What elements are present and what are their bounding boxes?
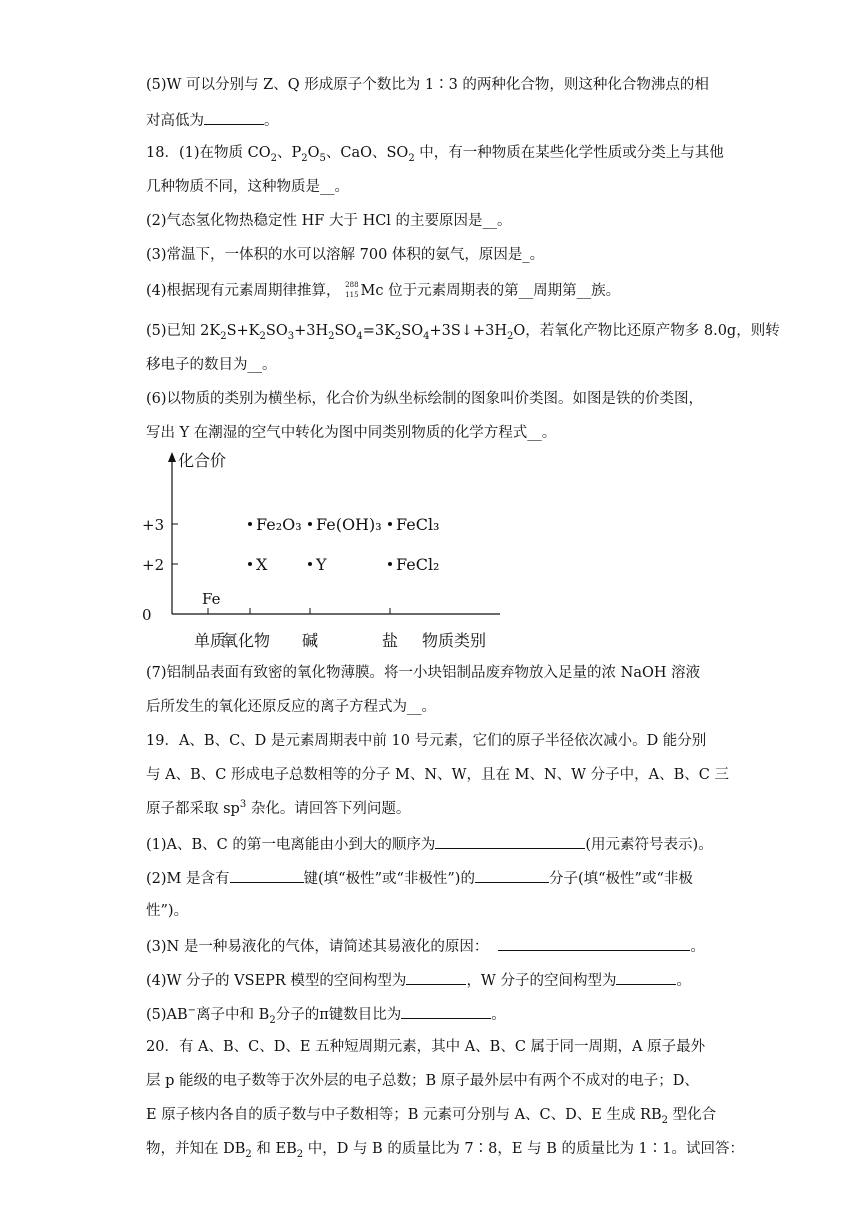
x-tick-label: 单质 <box>194 631 227 650</box>
subscript: 2 <box>394 330 402 342</box>
answer-blank[interactable] <box>616 968 676 985</box>
q19-part4 <box>146 968 726 992</box>
data-point <box>308 562 312 566</box>
text: SO <box>401 323 424 339</box>
text: 。 <box>491 1007 506 1023</box>
x-tick-label: 氧化物 <box>222 631 271 650</box>
data-point-label: FeCl₃ <box>396 515 440 534</box>
data-point <box>248 562 252 566</box>
subscript: 2 <box>296 1148 304 1160</box>
y-axis-label: 化合价 <box>178 451 227 470</box>
text: (2)M 是含有 <box>146 871 230 887</box>
text: 中，D 与 B 的质量比为 7∶8，E 与 B 的质量比为 1∶1。试回答： <box>303 1141 745 1157</box>
y-tick-label: +3 <box>142 516 165 534</box>
q18-part3: (3)常温下，一体积的水可以溶解 700 体积的氨气，原因是_。 <box>146 247 545 263</box>
answer-blank[interactable] <box>204 108 264 125</box>
text: SO <box>265 323 288 339</box>
q19-part2-line1 <box>146 866 726 890</box>
answer-blank[interactable] <box>406 968 466 985</box>
q17-part5-line2 <box>146 108 726 132</box>
answer-blank[interactable] <box>401 1002 491 1019</box>
q18-part5-line1 <box>146 320 780 342</box>
subscript: 2 <box>269 1014 276 1026</box>
q18-intro-line1 <box>146 142 726 164</box>
q19-part1 <box>146 832 726 856</box>
y-axis-arrow <box>168 452 176 462</box>
data-point-label: Fe <box>202 590 221 608</box>
text: Mc 位于元素周期表的第__周期第__族。 <box>360 283 621 299</box>
text: (4)W 分子的 VSEPR 模型的空间构型为 <box>146 973 407 989</box>
mass-number: 288 <box>345 281 359 289</box>
x-tick-label: 盐 <box>382 631 399 650</box>
iron-valence-class-chart <box>140 446 520 654</box>
data-point <box>248 522 252 526</box>
data-point-label: X <box>256 555 268 574</box>
y-tick-label: 0 <box>142 606 152 624</box>
subscript: 2 <box>270 152 277 164</box>
q19-part5 <box>146 1002 726 1026</box>
text: (1)A、B、C 的第一电离能由小到大的顺序为 <box>146 837 436 853</box>
text: SO <box>334 323 357 339</box>
text: 离子中和 B <box>196 1007 270 1023</box>
data-point <box>388 562 392 566</box>
data-point-label: Y <box>316 555 327 574</box>
subscript: 4 <box>356 330 363 342</box>
answer-blank[interactable] <box>230 866 304 883</box>
text: ，W 分子的空间构型为 <box>466 973 617 989</box>
text: (5)AB <box>146 1007 188 1023</box>
answer-blank[interactable] <box>435 832 585 849</box>
text: O，若氧化产物比还原产物多 8.0g，则转 <box>513 323 780 339</box>
subscript: 2 <box>301 152 308 164</box>
q20-line2: 层 p 能级的电子数等于次外层的电子总数；B 原子最外层中有两个不成对的电子；D、 <box>146 1073 699 1089</box>
superscript: 3 <box>239 799 247 811</box>
text: 。 <box>264 113 279 129</box>
subscript: 2 <box>408 152 415 164</box>
data-point-label: Fe₂O₃ <box>256 515 302 534</box>
subscript: 4 <box>423 330 430 342</box>
q18-part5-line2: 移电子的数目为__。 <box>146 357 277 373</box>
atomic-number: 115 <box>345 291 359 299</box>
text: 。 <box>676 973 691 989</box>
q17-part5-line1: (5)W 可以分别与 Z、Q 形成原子个数比为 1∶3 的两种化合物，则这种化合物沸点的相 <box>146 77 709 93</box>
subscript: 3 <box>287 330 295 342</box>
text: 原子都采取 sp <box>146 801 240 817</box>
q20-line4 <box>146 1138 745 1160</box>
text: 18．(1)在物质 CO <box>146 145 271 161</box>
text: 分子(填“极性”或“非极 <box>548 871 693 887</box>
subscript: 2 <box>506 330 514 342</box>
text: (5)已知 2K <box>146 323 221 339</box>
q19-intro-line3 <box>146 798 726 820</box>
q18-intro-line2: 几种物质不同，这种物质是__。 <box>146 179 349 195</box>
subscript: 2 <box>220 330 227 342</box>
answer-blank[interactable] <box>475 866 549 883</box>
subscript: 2 <box>259 330 266 342</box>
text: 、CaO、SO <box>325 145 409 161</box>
text: +3H <box>294 323 329 339</box>
text: (3)N 是一种易液化的气体，请简述其易液化的原因： <box>146 939 489 955</box>
subscript: 2 <box>245 1148 252 1160</box>
y-tick-label: +2 <box>142 556 165 574</box>
answer-blank[interactable] <box>498 934 690 951</box>
text: 分子的π键数目比为 <box>275 1007 402 1023</box>
text: (4)根据现有元素周期律推算， <box>146 283 341 299</box>
text: +3S↓+3H <box>429 323 507 339</box>
text: 。 <box>690 939 705 955</box>
text: 对高低为 <box>146 113 204 129</box>
subscript: 5 <box>319 152 326 164</box>
x-tick-label: 碱 <box>302 631 319 650</box>
text: E 原子核内各自的质子数与中子数相等；B 元素可分别与 A、C、D、E 生成 RB <box>146 1107 662 1123</box>
data-point-label: Fe(OH)₃ <box>316 515 382 534</box>
text: 和 EB <box>251 1141 297 1157</box>
q18-part6-line1: (6)以物质的类别为横坐标，化合价为纵坐标绘制的图象叫价类图。如图是铁的价类图， <box>146 391 704 407</box>
q18-part4 <box>146 280 726 302</box>
subscript: 2 <box>328 330 335 342</box>
superscript: − <box>187 1005 197 1017</box>
text: 键(填“极性”或“非极性”)的 <box>303 871 475 887</box>
text: O <box>307 145 320 161</box>
text: 、P <box>276 145 302 161</box>
q20-line3 <box>146 1104 726 1126</box>
q18-part2: (2)气态氢化物热稳定性 HF 大于 HCl 的主要原因是__。 <box>146 213 512 229</box>
data-point <box>308 522 312 526</box>
text: 中，有一种物质在某些化学性质或分类上与其他 <box>414 145 724 161</box>
q19-intro-line1: 19．A、B、C、D 是元素周期表中前 10 号元素，它们的原子半径依次减小。D 能分别 <box>146 733 707 749</box>
chart-svg <box>140 446 520 654</box>
text: 杂化。请回答下列问题。 <box>246 801 411 817</box>
isotope-notation <box>341 280 361 302</box>
q20-line1: 20．有 A、B、C、D、E 五种短周期元素，其中 A、B、C 属于同一周期，A 原子最外 <box>146 1039 706 1055</box>
q19-part2-line2: 性”)。 <box>146 903 189 919</box>
text: 型化合 <box>668 1107 717 1123</box>
text: (用元素符号表示)。 <box>585 837 713 853</box>
q19-part3 <box>146 934 726 958</box>
x-axis-label: 物质类别 <box>422 631 487 650</box>
q18-part7-line2: 后所发生的氧化还原反应的离子方程式为__。 <box>146 699 436 715</box>
q18-part7-line1: (7)铝制品表面有致密的氧化物薄膜。将一小块铝制品废弃物放入足量的浓 NaOH 溶液 <box>146 665 701 681</box>
data-point <box>388 522 392 526</box>
subscript: 2 <box>661 1114 669 1126</box>
data-point-label: FeCl₂ <box>396 555 440 574</box>
text: 物，并知在 DB <box>146 1141 246 1157</box>
text: =3K <box>362 323 395 339</box>
q18-part6-line2: 写出 Y 在潮湿的空气中转化为图中同类别物质的化学方程式__。 <box>146 425 557 441</box>
q19-intro-line2: 与 A、B、C 形成电子总数相等的分子 M、N、W，且在 M、N、W 分子中，A、B、C 三 <box>146 767 729 783</box>
text: S+K <box>226 323 260 339</box>
